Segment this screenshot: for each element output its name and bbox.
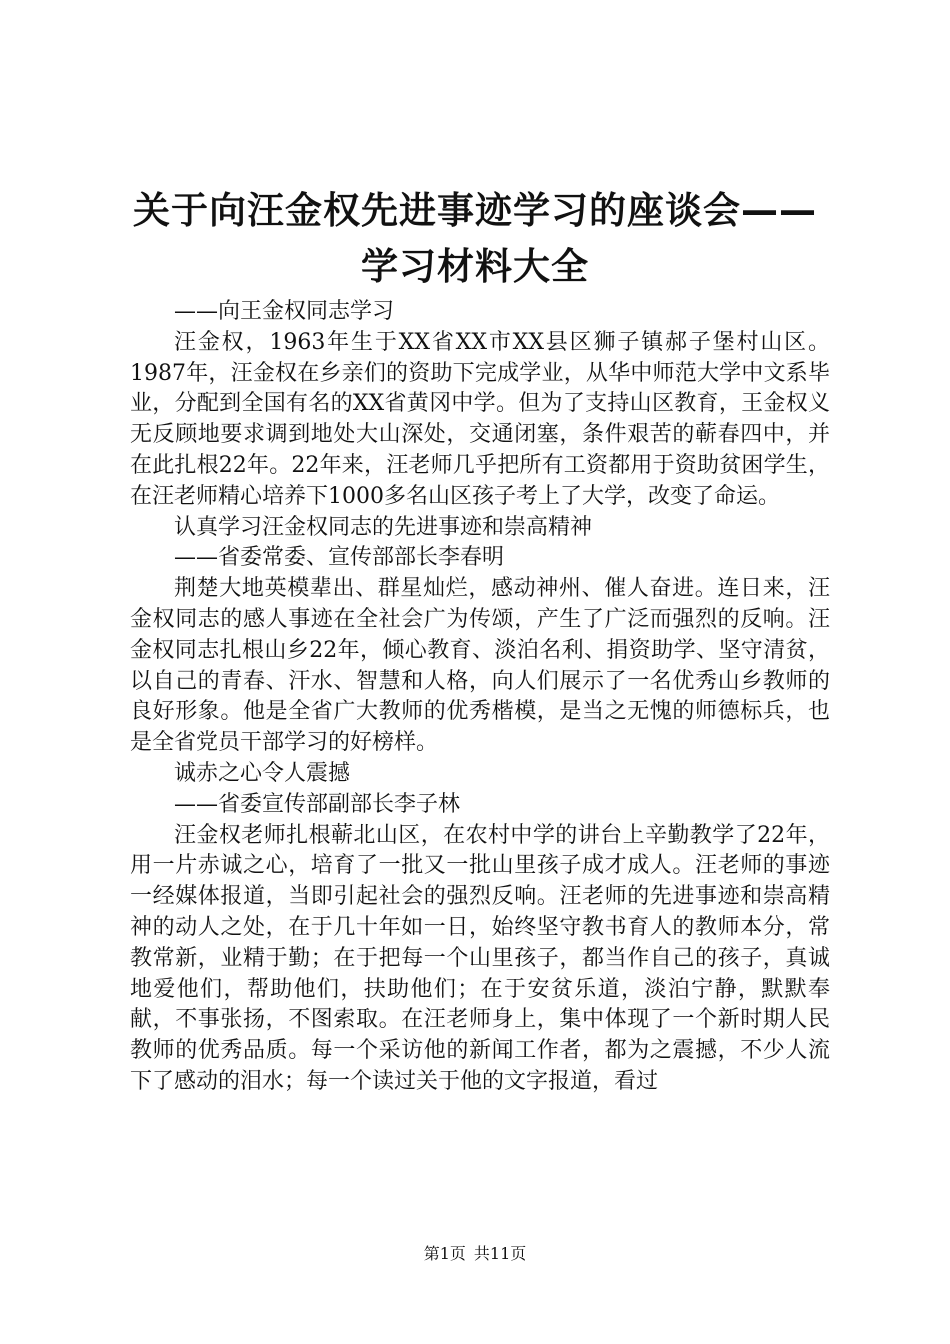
page-total: 共11页	[473, 1244, 527, 1263]
document-body	[130, 297, 830, 1098]
document-title: 关于向汪金权先进事迹学习的座谈会——学习材料大全	[133, 189, 817, 288]
body-paragraph: 汪金权老师扎根蕲北山区，在农村中学的讲台上辛勤教学了22年，用一片赤诚之心，培育了一批又一批山里孩子成才成人。汪老师的事迹一经媒体报道，当即引起社会的强烈反响。汪老师的先进事迹和崇高精神的动人之处，在于几十年如一日，始终坚守教书育人的教师本分，常教常新，业精于勤；在于把每一个山里孩子，都当作自己的孩子，真诚地爱他们，帮助他们，扶助他们；在于安贫乐道，淡泊宁静，默默奉献，不事张扬，不图索取。在汪老师身上，集中体现了一个新时期人民教师的优秀品质。每一个采访他的新闻工作者，都为之震撼，不少人流下了感动的泪水；每一个读过关于他的文字报道，看过	[130, 822, 830, 1094]
body-paragraph: 荆楚大地英模辈出、群星灿烂，感动神州、催人奋进。连日来，汪金权同志的感人事迹在全社会广为传颂，产生了广泛而强烈的反响。汪金权同志扎根山乡22年，倾心教育、淡泊名利、捐资助学、坚守清贫，以自己的青春、汗水、智慧和人格，向人们展示了一名优秀山乡教师的良好形象。他是全省广大教师的优秀楷模，是当之无愧的师德标兵，也是全省党员干部学习的好榜样。	[130, 576, 830, 756]
subtitle-line: ——向王金权同志学习	[174, 299, 395, 324]
section-heading: 诚赤之心令人震撼	[174, 760, 351, 786]
section-heading: 认真学习汪金权同志的先进事迹和崇高精神	[174, 514, 593, 540]
section-author: ——省委常委、宣传部部长李春明	[174, 545, 505, 571]
page-number: 第1页	[423, 1244, 466, 1263]
page-footer	[0, 1244, 950, 1264]
body-paragraph: 汪金权，1963年生于XX省XX市XX县区狮子镇郝子堡村山区。1987年，汪金权在乡亲们的资助下完成学业，从华中师范大学中文系毕业，分配到全国有名的XX省黄冈中学。但为了支持山区教育，王金权义无反顾地要求调到地处大山深处，交通闭塞，条件艰苦的蕲春四中，并在此扎根22年。22年来，汪老师几乎把所有工资都用于资助贫困学生，在汪老师精心培养下1000多名山区孩子考上了大学，改变了命运。	[130, 329, 830, 509]
section-author: ——省委宣传部副部长李子林	[174, 791, 461, 817]
